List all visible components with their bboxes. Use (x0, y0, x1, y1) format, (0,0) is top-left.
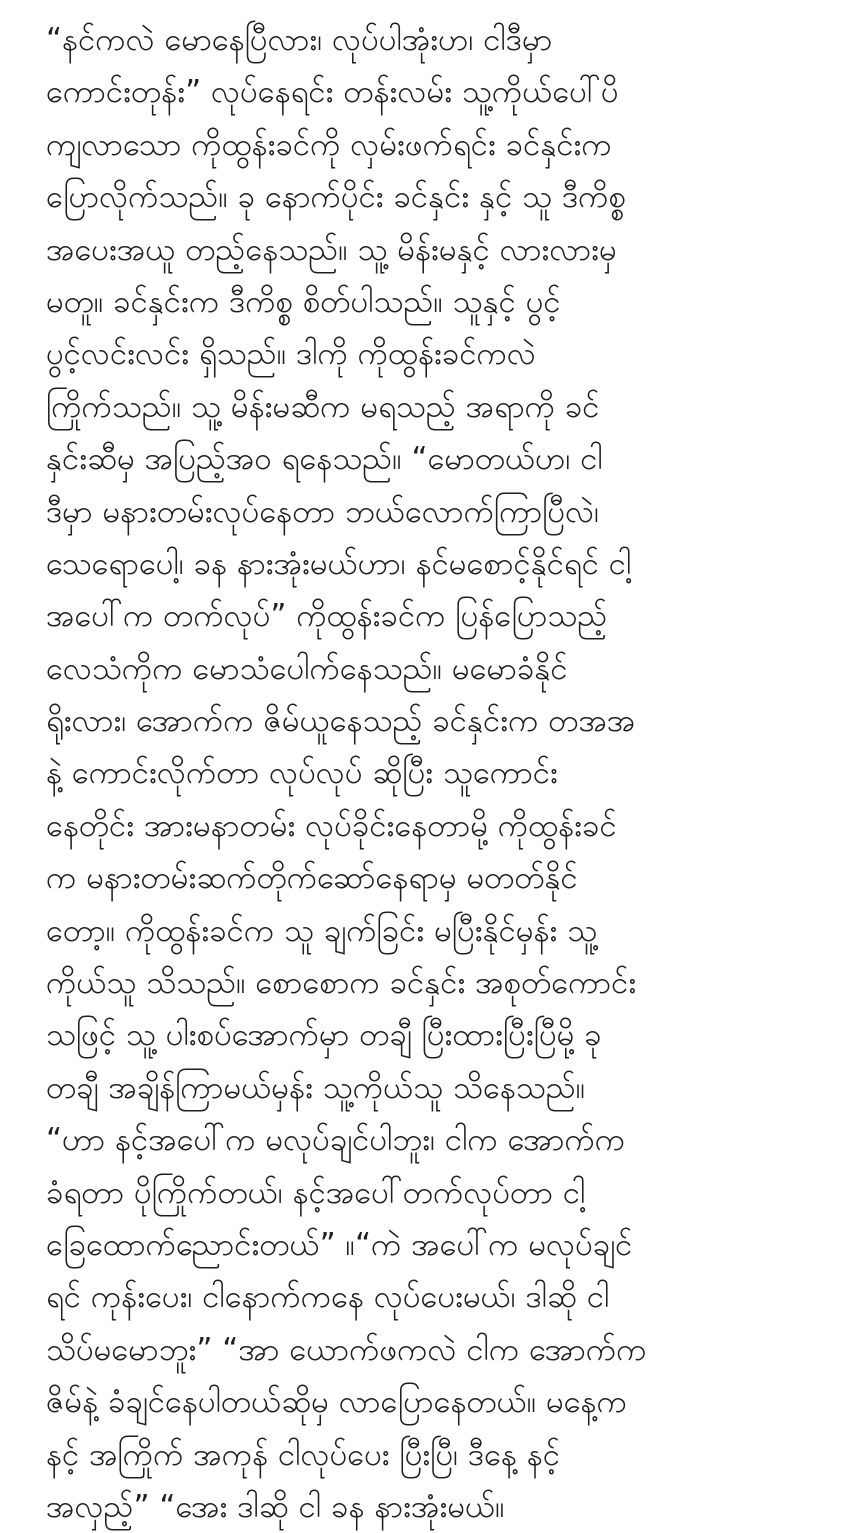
text-line: ကြိုက်သည်။ သူ့ မိန်းမဆီက မရသည့် အရာကို ခင် (46, 388, 600, 425)
text-line: သိပ်မမောဘူး” “အာ ယောက်ဖကလဲ ငါက အောက်က (46, 1331, 647, 1368)
text-line: “နင်ကလဲ မောနေပြီလား၊ လုပ်ပါအုံးဟ၊ ငါဒီမှာ (46, 22, 553, 58)
text-line: နေတိုင်း အားမနာတမ်း လုပ်ခိုင်းနေတာမို့ ကိုထွန်းခင် (46, 807, 617, 844)
text-line: “ဟာ နင့်အပေါ်က မလုပ်ချင်ပါဘူး၊ ငါက အောက်က (46, 1122, 626, 1159)
text-line: အပေါ်က တက်လုပ်” ကိုထွန်းခင်က ပြန်ပြောသည့် (46, 598, 608, 635)
text-line: ကျလာသော ကိုထွန်းခင်ကို လှမ်းဖက်ရင်း ခင်နှင်းက (46, 126, 612, 163)
text-line: တချီ အချိန်ကြာမယ်မှန်း သူ့ကိုယ်သူ သိနေသည်။ (46, 1069, 586, 1106)
text-line: ကောင်းတုန်း” လုပ်နေရင်း တန်းလမ်း သူ့ကိုယ်ပေါ်ပိ (46, 74, 619, 111)
text-line: နဲ့ ကောင်းလိုက်တာ လုပ်လုပ် ဆိုပြီး သူကောင်း (46, 755, 558, 792)
text-line: ပြောလိုက်သည်။ ခု နောက်ပိုင်း ခင်နှင်း နှင့် သူ ဒီကိစ္စ (46, 179, 626, 216)
text-line: တော့။ ကိုထွန်းခင်က သူ ချက်ခြင်း မပြီးနိုင်မှန်း သူ့ (46, 912, 598, 949)
text-line: လေသံကိုက မောသံပေါက်နေသည်။ မမောခံနိုင် (46, 650, 568, 687)
text-line: က မနားတမ်းဆက်တိုက်ဆော်နေရာမှ မတတ်နိုင် (46, 860, 578, 897)
text-line: ရင် ကုန်းပေး၊ ငါနောက်ကနေ လုပ်ပေးမယ်၊ ဒါဆို ငါ (46, 1279, 610, 1316)
text-line: ဒီမှာ မနားတမ်းလုပ်နေတာ ဘယ်လောက်ကြာပြီလဲ၊ (46, 493, 600, 530)
story-text-block (46, 14, 846, 1533)
text-line: ပွင့်လင်းလင်း ရှိသည်။ ဒါကို ကိုထွန်းခင်ကလဲ (46, 336, 536, 373)
text-line: ကိုယ်သူ သိသည်။ စောစောက ခင်နှင်း အစုတ်ကောင်း (46, 965, 637, 1002)
text-line: နှင်းဆီမှ အပြည့်အဝ ရနေသည်။ “မောတယ်ဟ၊ ငါ (46, 441, 603, 478)
text-line: ခြေထောက်ညောင်းတယ်” ။“ကဲ အပေါ်က မလုပ်ချင် (46, 1226, 633, 1263)
text-line: အလှည့်” “အေး ဒါဆို ငါ ခန နားအုံးမယ်။ (46, 1488, 505, 1525)
text-line: အပေးအယူ တည့်နေသည်။ သူ့ မိန်းမနှင့် လားလားမှ (46, 231, 617, 268)
text-line: ရိုးလား၊ အောက်က ဇိမ်ယူနေသည့် ခင်နှင်းက တအအ (46, 703, 636, 740)
text-line: သေရောပေါ့၊ ခန နားအုံးမယ်ဟာ၊ နင်မစောင့်နိုင်ရင် ငါ့ (46, 545, 632, 582)
text-line: မတူ။ ခင်နှင်းက ဒီကိစ္စ စိတ်ပါသည်။ သူနှင့် ပွင့် (46, 283, 561, 320)
text-line: ဇိမ်နဲ့ ခံချင်နေပါတယ်ဆိုမှ လာပြောနေတယ်။ မနေ့က (46, 1384, 627, 1421)
text-line: သဖြင့် သူ့ ပါးစပ်အောက်မှာ တချီ ပြီးထားပြီးပြီမို့ ခု (46, 1017, 602, 1054)
text-line: ခံရတာ ပိုကြိုက်တယ်၊ နင့်အပေါ်တက်လုပ်တာ ငါ့ (46, 1174, 586, 1211)
text-line: နင့် အကြိုက် အကုန် ငါလုပ်ပေး ပြီးပြီ၊ ဒီနေ့ နင့် (46, 1436, 561, 1473)
